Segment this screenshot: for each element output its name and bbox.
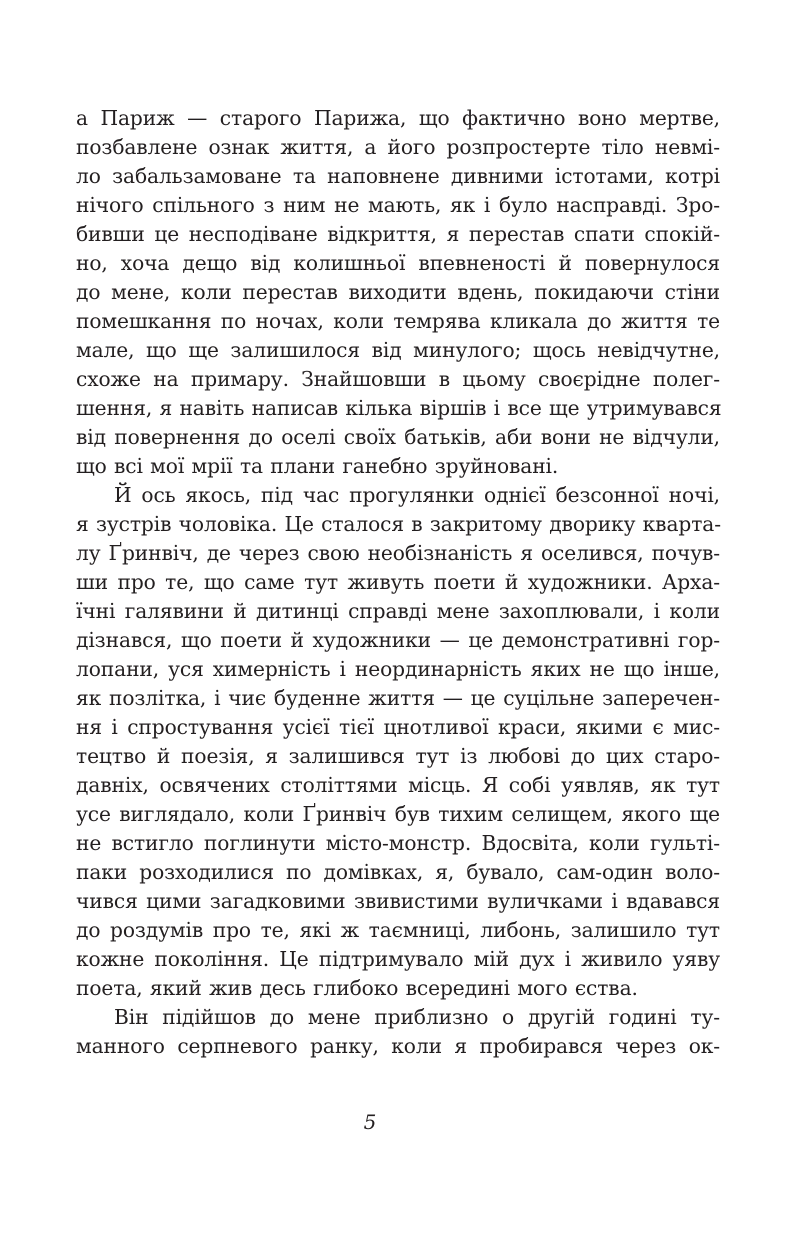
text-line-last: що всі мої мрії та плани ганебно зруйновані. [76, 454, 559, 478]
text-line: їчні галявини й дитинці справді мене захоплювали, і коли [76, 599, 720, 623]
text-line: чився цими загадковими звивистими вуличками і вдавався [76, 889, 720, 913]
text-line: до роздумів про те, які ж таємниці, либонь, залишило тут [76, 918, 720, 942]
text-line: лопани, уся химерність і неординарність яких не що інше, [76, 657, 720, 681]
text-line: схоже на примару. Знайшовши в цьому своєрідне полег- [76, 367, 720, 391]
text-line: від повернення до оселі своїх батьків, аби вони не відчули, [76, 425, 720, 449]
text-line: позбавлене ознак життя, а його розпростерте тіло невмі- [76, 135, 720, 159]
text-line: шення, я навіть написав кілька віршів і все ще утримувався [76, 396, 722, 420]
page-number: 5 [363, 1110, 377, 1134]
text-line: ня і спростування усієї тієї цнотливої краси, якими є мис- [76, 715, 720, 739]
text-line: давніх, освячених століттями місць. Я собі уявляв, як тут [76, 773, 720, 797]
text-line: ло забальзамоване та наповнене дивними істотами, котрі [76, 164, 720, 188]
text-line: ши про те, що саме тут живуть поети й художники. Арха- [76, 570, 720, 594]
text-line: кожне покоління. Це підтримувало мій дух і живило уяву [76, 947, 720, 971]
text-line: но, хоча дещо від колишньої впевненості й повернулося [76, 251, 720, 275]
text-line: я зустрів чоловіка. Це сталося в закритому дворику кварта- [76, 512, 721, 536]
text-line: нічого спільного з ним не мають, як і було насправді. Зро- [76, 193, 720, 217]
text-line: паки розходилися по домівках, я, бувало, сам-один воло- [76, 860, 720, 884]
text-line: як позлітка, і чиє буденне життя — це суцільне заперечен- [76, 686, 720, 710]
text-line: а Париж — старого Парижа, що фактично воно мертве, [76, 106, 720, 130]
text-line: мале, що ще залишилося від минулого; щось невідчутне, [76, 338, 720, 362]
text-line-last: поета, який жив десь глибоко всередині мого єства. [76, 976, 638, 1000]
text-line: дізнався, що поети й художники — це демонстративні гор- [76, 628, 720, 652]
text-line: манного серпневого ранку, коли я пробирався через ок- [76, 1034, 720, 1058]
text-line: лу Ґринвіч, де через свою необізнаність я оселився, почув- [76, 541, 720, 565]
text-line: до мене, коли перестав виходити вдень, покидаючи стіни [76, 280, 720, 304]
text-line: тецтво й поезія, я залишився тут із любові до цих старо- [76, 744, 720, 768]
paragraph-start-line: Він підійшов до мене приблизно о другій годині ту- [114, 1005, 720, 1029]
text-line: усе виглядало, коли Ґринвіч був тихим селищем, якого ще [76, 802, 720, 826]
paragraph-start-line: Й ось якось, під час прогулянки однієї безсонної ночі, [114, 483, 720, 507]
text-line: не встигло поглинути місто-монстр. Вдосвіта, коли гульті- [76, 831, 720, 855]
text-line: бивши це несподіване відкриття, я перестав спати спокій- [76, 222, 720, 246]
text-line: помешкання по ночах, коли темрява кликала до життя те [76, 309, 720, 333]
